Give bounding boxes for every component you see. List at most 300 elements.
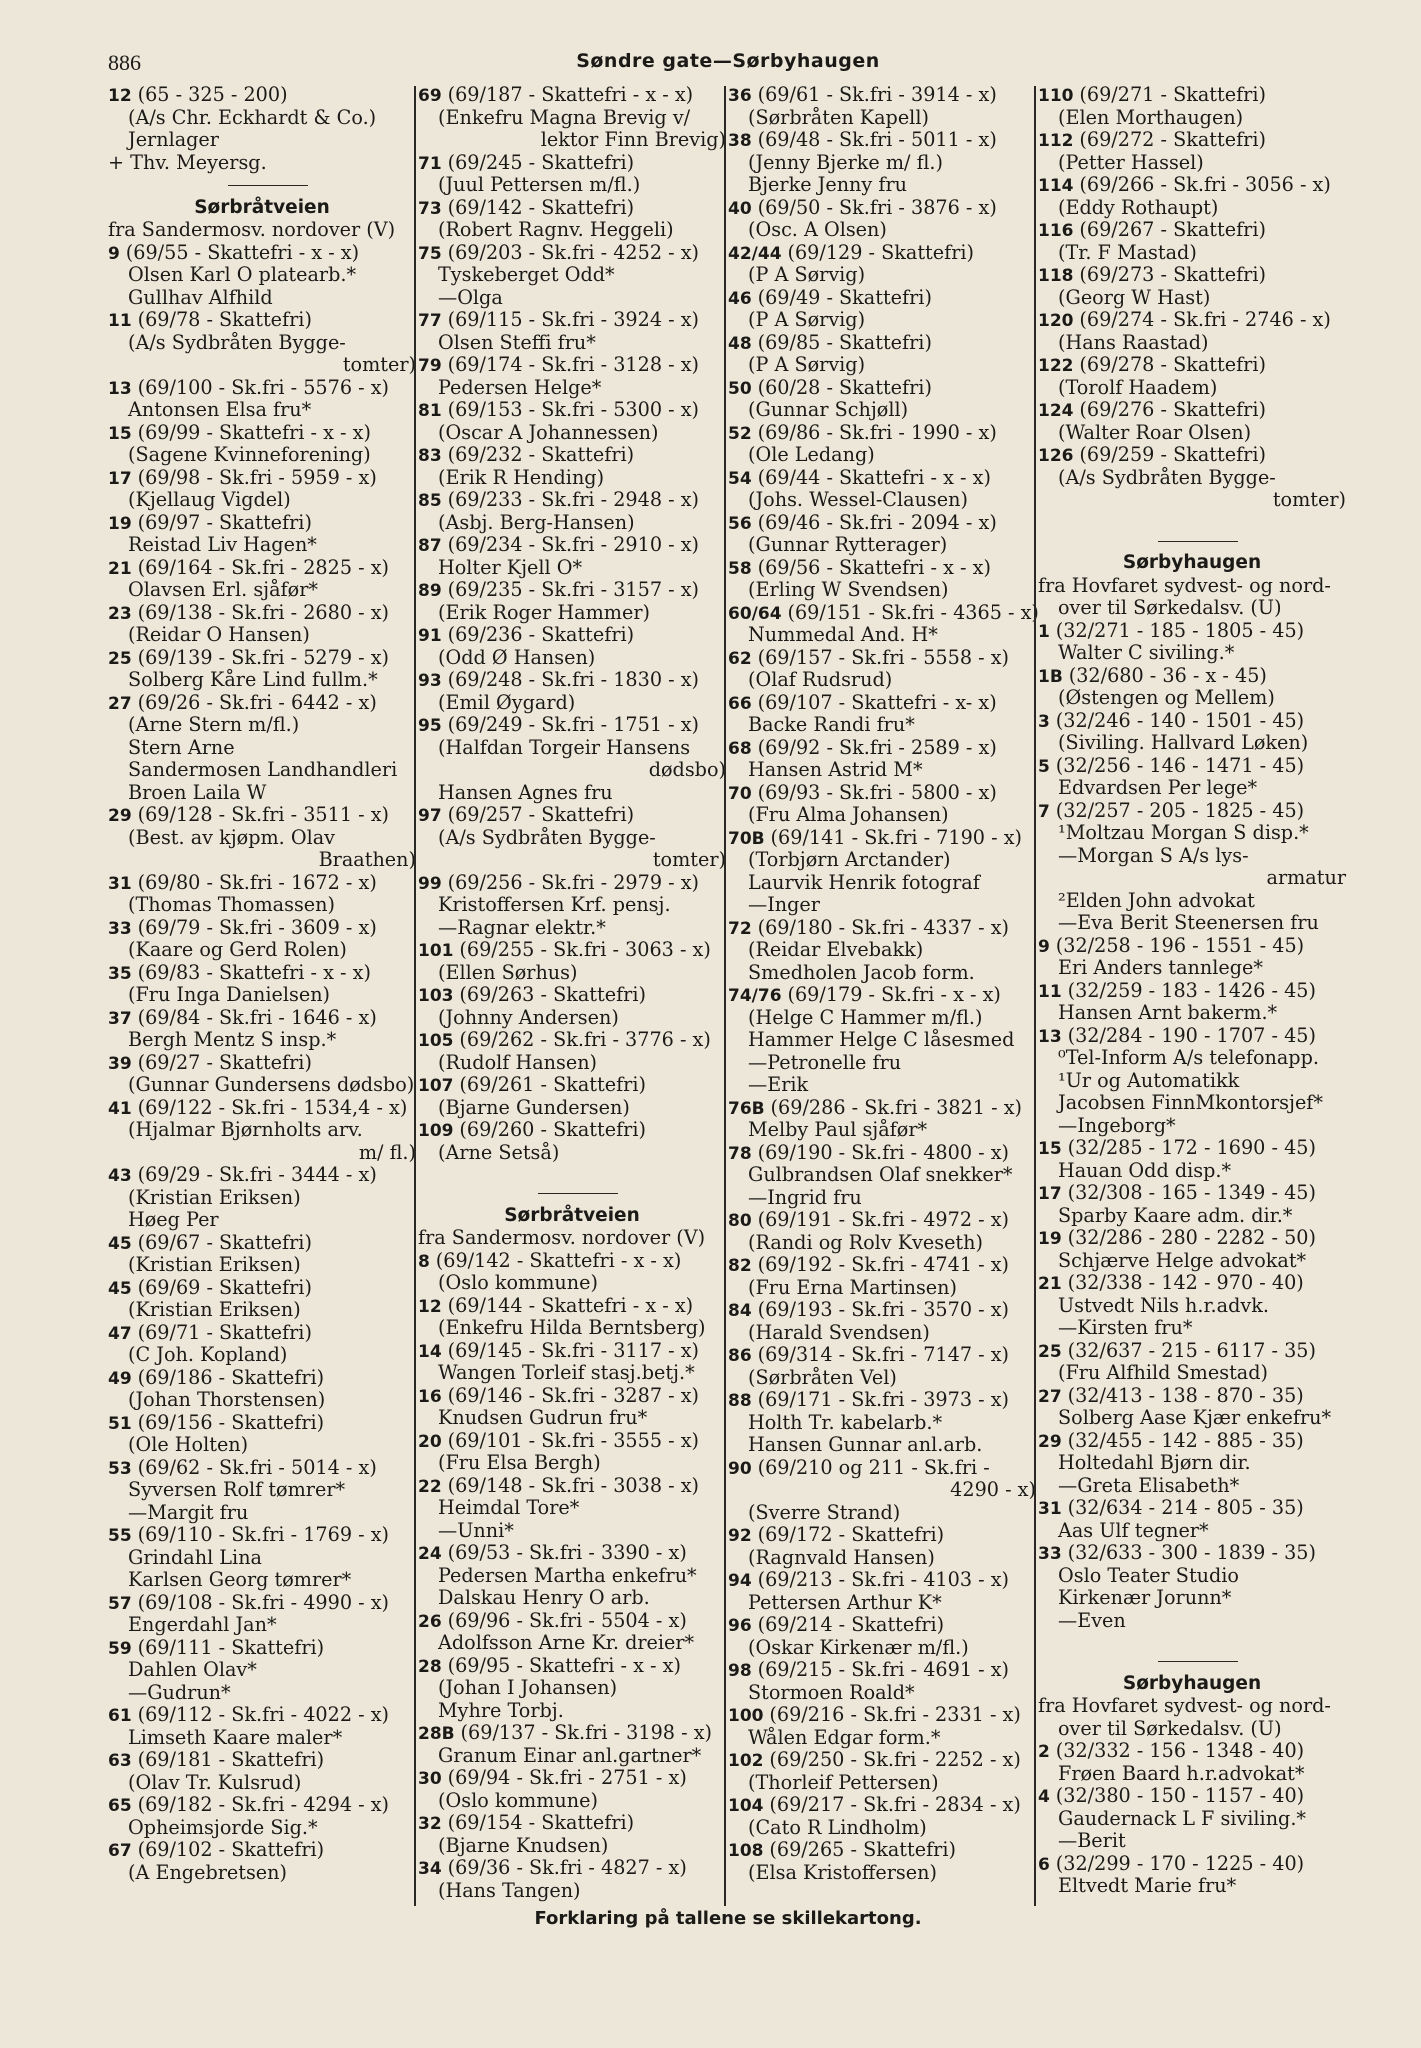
address-entry [108, 917, 416, 940]
address-entry [728, 1614, 1036, 1637]
address-entry [728, 692, 1036, 715]
entry-text: (32/299 - 170 - 1225 - 40) [1055, 1851, 1305, 1875]
house-number: 17 [108, 468, 138, 489]
entry-line [1038, 777, 1346, 800]
house-number: 20 [418, 1431, 448, 1452]
house-number: 83 [418, 446, 448, 466]
entry-text: (69/80 - Sk.fri - 1672 - x) [137, 870, 377, 894]
entry-text: (Randi og Rolv Kveseth) [748, 1230, 983, 1254]
entry-text: (P A Sørvig) [748, 353, 866, 376]
entry-text: (Thorleif Pettersen) [748, 1770, 939, 1794]
entry-line [418, 264, 726, 287]
house-number: 101 [418, 941, 460, 961]
entry-text: Jernlager [128, 128, 219, 151]
entry-text: Backe Randi fru* [748, 713, 915, 736]
entry-line [418, 827, 726, 850]
entry-text: (69/98 - Sk.fri - 5959 - x) [137, 465, 377, 489]
address-entry [1038, 800, 1346, 823]
address-entry [418, 1029, 726, 1052]
entry-text: —Erik [748, 1073, 809, 1096]
address-entry [418, 1767, 726, 1790]
house-number: 17 [1038, 1184, 1068, 1204]
entry-text: (Johs. Wessel-Clausen) [748, 488, 968, 511]
entry-text: (69/138 - Sk.fri - 2680 - x) [137, 600, 390, 624]
address-entry [108, 1007, 416, 1030]
house-number: 29 [1038, 1431, 1068, 1452]
address-entry [418, 399, 726, 422]
address-entry [418, 309, 726, 332]
entry-line [1038, 422, 1346, 445]
entry-text: (69/142 - Skattefri - x - x) [435, 1248, 682, 1272]
entry-text: (69/36 - Sk.fri - 4827 - x) [447, 1856, 687, 1879]
entry-text: (Kristian Eriksen) [128, 1253, 301, 1276]
entry-text: ⁰Tel-Inform A/s telefonapp. [1058, 1046, 1319, 1069]
house-number: 42/44 [728, 243, 788, 264]
entry-line [1038, 867, 1346, 890]
entry-line [418, 647, 726, 670]
entry-line [728, 219, 1036, 242]
address-entry [418, 1385, 726, 1408]
entry-line [728, 579, 1036, 602]
entry-text: (69/139 - Sk.fri - 5279 - x) [137, 645, 390, 669]
entry-text: (69/122 - Sk.fri - 1534,4 - x) [137, 1095, 408, 1119]
house-number: 100 [728, 1706, 770, 1726]
entry-text: Oslo Teater Studio [1058, 1563, 1239, 1587]
house-number: 12 [108, 86, 138, 106]
entry-line [418, 1835, 726, 1858]
entry-line [418, 129, 726, 152]
house-number: 124 [1038, 401, 1080, 421]
house-number: 94 [728, 1571, 758, 1591]
address-entry [418, 1542, 726, 1565]
entry-line [728, 1592, 1036, 1615]
entry-line [418, 467, 726, 490]
house-number: 33 [108, 918, 138, 939]
house-number: 40 [728, 198, 758, 219]
entry-line [1038, 687, 1346, 710]
house-number: 51 [108, 1413, 138, 1434]
house-number: 8 [418, 1251, 436, 1272]
entry-line [108, 287, 416, 310]
entry-text: (32/257 - 205 - 1825 - 45) [1055, 798, 1305, 822]
address-entry [728, 287, 1036, 310]
entry-text: (Ole Holten) [128, 1433, 249, 1456]
entry-line [418, 1520, 726, 1543]
entry-text: Tyskeberget Odd* [438, 263, 615, 286]
entry-text: Jacobsen FinnMkontorsjef* [1058, 1091, 1323, 1114]
address-entry [728, 984, 1036, 1007]
entry-line [728, 1187, 1036, 1210]
entry-text: (69/171 - Sk.fri - 3973 - x) [757, 1388, 1010, 1411]
entry-text: (69/56 - Skattefri - x - x) [757, 555, 991, 579]
entry-line [728, 1862, 1036, 1885]
address-entry [418, 624, 726, 647]
house-number: 57 [108, 1593, 138, 1614]
entry-text: (69/271 - Skattefri) [1079, 83, 1266, 106]
house-number: 75 [418, 243, 448, 264]
entry-text: (Tr. F Mastad) [1058, 240, 1197, 264]
entry-line [418, 219, 726, 242]
entry-text: (69/274 - Sk.fri - 2746 - x) [1079, 308, 1331, 331]
entry-line [418, 1407, 726, 1430]
entry-text: (69/186 - Skattefri) [137, 1365, 325, 1389]
entry-line [418, 1142, 726, 1165]
address-entry [108, 1164, 416, 1187]
entry-line [108, 579, 416, 602]
entry-text: Holth Tr. kabelarb.* [748, 1410, 943, 1434]
address-entry [418, 242, 726, 265]
entry-line [418, 782, 726, 805]
address-entry [418, 1610, 726, 1633]
entry-text: (69/232 - Skattefri) [447, 443, 635, 466]
entry-line [1038, 1718, 1346, 1741]
house-number: 105 [418, 1031, 460, 1051]
house-number: 81 [418, 401, 448, 421]
entry-text: (69/250 - Sk.fri - 2252 - x) [769, 1748, 1021, 1771]
entry-text: lektor Finn Brevig) [540, 128, 726, 151]
entry-line [728, 399, 1036, 422]
entry-line [728, 264, 1036, 287]
entry-line [728, 1029, 1036, 1052]
entry-line [108, 1569, 416, 1592]
address-entry [108, 1052, 416, 1075]
address-entry [108, 602, 416, 625]
entry-line [418, 1362, 726, 1385]
house-number: 71 [418, 153, 448, 174]
house-number: 108 [728, 1841, 770, 1861]
entry-line [108, 444, 416, 467]
entry-line [1038, 1587, 1346, 1610]
entry-text: Opheimsjorde Sig.* [128, 1815, 318, 1839]
house-number: 25 [1038, 1341, 1068, 1362]
entry-text: (69/95 - Skattefri - x - x) [447, 1653, 681, 1677]
address-entry [1038, 1542, 1346, 1565]
entry-line [418, 692, 726, 715]
address-entry [108, 692, 416, 715]
entry-text: (32/308 - 165 - 1349 - 45) [1067, 1181, 1316, 1204]
address-entry [1038, 1785, 1346, 1808]
entry-text: ²Elden John advokat [1058, 888, 1255, 912]
entry-text: (Gunnar Gundersens dødsbo) [128, 1073, 415, 1096]
entry-text: (32/680 - 36 - x - 45) [1068, 663, 1267, 687]
entry-line [1038, 1317, 1346, 1340]
section-rule [1038, 530, 1346, 553]
address-entry [108, 962, 416, 985]
entry-line [418, 1880, 726, 1903]
entry-text: (69/273 - Skattefri) [1079, 263, 1266, 286]
entry-text: (69/46 - Sk.fri - 2094 - x) [757, 510, 997, 534]
entry-text: (Hans Tangen) [438, 1878, 581, 1902]
house-number: 97 [418, 806, 448, 826]
entry-line [1038, 1047, 1346, 1070]
entry-text: (P A Sørvig) [748, 308, 866, 331]
entry-text: (Johnny Andersen) [438, 1005, 619, 1029]
entry-text: (69/102 - Skattefri) [137, 1838, 325, 1861]
address-entry [728, 1344, 1036, 1367]
entry-text: —Kirsten fru* [1058, 1316, 1193, 1339]
entry-text: (32/285 - 172 - 1690 - 45) [1067, 1136, 1316, 1159]
entry-text: —Unni* [438, 1518, 514, 1542]
entry-text: (69/266 - Sk.fri - 3056 - x) [1079, 173, 1331, 196]
entry-text: (69/156 - Skattefri) [137, 1410, 325, 1434]
entry-text: (Robert Ragnv. Heggeli) [438, 218, 674, 241]
address-entry [418, 1475, 726, 1498]
entry-text: (Kristian Eriksen) [128, 1298, 301, 1321]
entry-line [108, 1547, 416, 1570]
section-rule [108, 174, 416, 197]
entry-text: (Walter Roar Olsen) [1058, 420, 1252, 444]
entry-text: (69/101 - Sk.fri - 3555 - x) [447, 1428, 700, 1452]
entry-text: Knudsen Gudrun fru* [438, 1406, 648, 1429]
section-rule [1038, 1650, 1346, 1673]
spacer [1038, 512, 1346, 530]
house-number: 67 [108, 1841, 138, 1861]
entry-text: fra Hovfaret sydvest- og nord- [1038, 573, 1331, 597]
entry-text: (69/93 - Sk.fri - 5800 - x) [757, 780, 997, 804]
house-number: 21 [1038, 1274, 1068, 1294]
entry-text: (Thomas Thomassen) [128, 893, 336, 916]
address-entry [418, 84, 726, 107]
entry-text: (69/190 - Sk.fri - 4800 - x) [757, 1140, 1010, 1164]
entry-text: Adolfsson Arne Kr. dreier* [438, 1631, 695, 1654]
address-entry [728, 917, 1036, 940]
address-entry [1038, 1272, 1346, 1295]
entry-text: (69/236 - Skattefri) [447, 623, 635, 646]
entry-text: (69/112 - Sk.fri - 4022 - x) [137, 1703, 390, 1726]
house-number: 76B [728, 1098, 771, 1119]
entry-text: (Eddy Rothaupt) [1058, 195, 1219, 219]
entry-text: (Ellen Sørhus) [438, 960, 578, 984]
entry-text: (69/108 - Sk.fri - 4990 - x) [137, 1590, 390, 1614]
entry-line [108, 1659, 416, 1682]
entry-line [728, 1772, 1036, 1795]
entry-text: —Inger [748, 893, 820, 916]
entry-line [728, 1547, 1036, 1570]
entry-text: (69/153 - Sk.fri - 5300 - x) [447, 398, 700, 421]
entry-line [108, 1209, 416, 1232]
street-heading [418, 1205, 726, 1228]
house-number: 95 [418, 716, 448, 736]
entry-line [108, 129, 416, 152]
house-number: 118 [1038, 266, 1080, 286]
entry-text: Karlsen Georg tømrer* [128, 1568, 352, 1591]
house-number: 11 [1038, 981, 1068, 1002]
entry-text: (69/216 - Sk.fri - 2331 - x) [769, 1703, 1021, 1726]
entry-text: (69/257 - Skattefri) [447, 803, 635, 826]
entry-line [108, 354, 416, 377]
entry-line [418, 1632, 726, 1655]
house-number: 24 [418, 1544, 448, 1564]
entry-text: (32/637 - 215 - 6117 - 35) [1067, 1338, 1316, 1362]
address-entry [418, 489, 726, 512]
entry-text: (69/142 - Skattefri) [447, 195, 635, 219]
entry-text: (Odd Ø Hansen) [438, 645, 596, 669]
entry-text: (Oslo kommune) [438, 1788, 598, 1812]
house-number: 107 [418, 1076, 460, 1096]
address-entry [418, 1655, 726, 1678]
address-entry [1038, 84, 1346, 107]
entry-text: Wålen Edgar form.* [748, 1725, 941, 1749]
entry-text: (69/245 - Skattefri) [447, 150, 635, 174]
address-entry [1038, 1137, 1346, 1160]
house-number: 99 [418, 873, 448, 894]
entry-line [1038, 1002, 1346, 1025]
entry-line [1038, 1070, 1346, 1093]
entry-text: (69/182 - Sk.fri - 4294 - x) [137, 1793, 390, 1816]
address-entry [418, 1295, 726, 1318]
entry-text: (69/256 - Sk.fri - 2979 - x) [447, 870, 700, 894]
entry-text: (Harald Svendsen) [748, 1320, 930, 1344]
house-number: 1B [1038, 666, 1069, 687]
entry-text: (69/129 - Skattefri) [787, 240, 975, 264]
entry-text: (69/49 - Skattefri) [757, 285, 932, 309]
entry-text: Dahlen Olav* [128, 1658, 257, 1681]
entry-text: (Siviling. Hallvard Løken) [1058, 731, 1309, 754]
column-4 [1038, 84, 1346, 1934]
entry-text: Reistad Liv Hagen* [128, 533, 317, 556]
entry-text: (69/248 - Sk.fri - 1830 - x) [447, 668, 700, 691]
entry-text: Bergh Mentz S insp.* [128, 1028, 337, 1051]
address-entry [108, 557, 416, 580]
entry-text: (Erik Roger Hammer) [438, 600, 651, 624]
entry-line [108, 1434, 416, 1457]
entry-text: Myhre Torbj. [438, 1698, 564, 1722]
address-entry [1038, 935, 1346, 958]
address-entry [108, 1367, 416, 1390]
entry-text: (69/157 - Sk.fri - 5558 - x) [757, 645, 1010, 669]
entry-text: Høeg Per [128, 1208, 219, 1231]
address-entry [728, 1389, 1036, 1412]
address-entry [728, 557, 1036, 580]
address-entry [418, 1074, 726, 1097]
entry-text: (69/259 - Skattefri) [1079, 443, 1266, 466]
entry-line [418, 1745, 726, 1768]
address-entry [728, 1209, 1036, 1232]
entry-line [418, 737, 726, 760]
street-heading [1038, 552, 1346, 575]
entry-text: (A/s Chr. Eckhardt & Co.) [128, 105, 377, 129]
entry-text: (A/s Sydbråten Bygge- [1058, 465, 1276, 489]
spacer [418, 1164, 726, 1182]
entry-line [1038, 152, 1346, 175]
entry-text: (A/s Sydbråten Bygge- [438, 825, 656, 849]
street-heading [1038, 1673, 1346, 1696]
entry-line [1038, 467, 1346, 490]
entry-line [1038, 489, 1346, 512]
house-number: 43 [108, 1166, 138, 1186]
entry-text: (Helge C Hammer m/fl.) [748, 1005, 983, 1029]
entry-text: Grindahl Lina [128, 1545, 262, 1569]
entry-text: (69/128 - Sk.fri - 3511 - x) [137, 803, 390, 826]
entry-line [108, 782, 416, 805]
entry-text: —Margit fru [128, 1500, 249, 1524]
entry-text: —Morgan S A/s lys- [1058, 843, 1249, 867]
house-number: 87 [418, 536, 448, 556]
address-entry [728, 1659, 1036, 1682]
entry-text: (69/55 - Skattefri - x - x) [125, 240, 360, 264]
entry-text: (69/278 - Skattefri) [1079, 353, 1266, 376]
entry-text: Stern Arne [128, 735, 235, 759]
entry-text: Wangen Torleif stasj.betj.* [438, 1361, 695, 1384]
entry-text: armatur [1266, 866, 1346, 889]
entry-text: (69/267 - Skattefri) [1079, 218, 1266, 241]
entry-line [728, 1434, 1036, 1457]
entry-text: (65 - 325 - 200) [137, 83, 288, 106]
address-entry [418, 1812, 726, 1835]
entry-line [108, 1029, 416, 1052]
entry-line [728, 1322, 1036, 1345]
house-number: 103 [418, 986, 460, 1006]
entry-text: (69/235 - Sk.fri - 3157 - x) [447, 578, 700, 601]
entry-line [418, 512, 726, 535]
entry-text: (Fru Alfhild Smestad) [1058, 1361, 1268, 1384]
entry-text: (Olav Tr. Kulsrud) [128, 1770, 302, 1794]
house-number: 36 [728, 86, 758, 106]
entry-text: (69/115 - Sk.fri - 3924 - x) [447, 308, 700, 331]
house-number: 30 [418, 1769, 448, 1789]
entry-line [108, 1344, 416, 1367]
house-number: 91 [418, 626, 448, 646]
entry-line [418, 377, 726, 400]
entry-line [418, 917, 726, 940]
entry-line [418, 1097, 726, 1120]
entry-text: (69/215 - Sk.fri - 4691 - x) [757, 1658, 1010, 1681]
entry-text: Dalskau Henry O arb. [438, 1586, 650, 1609]
entry-text: —Even [1058, 1608, 1126, 1632]
entry-line [418, 1272, 726, 1295]
house-number: 88 [728, 1391, 758, 1411]
entry-text: Pedersen Helge* [438, 375, 602, 399]
entry-text: (69/255 - Sk.fri - 3063 - x) [459, 938, 711, 961]
entry-text: —Ragnar elektr.* [438, 915, 606, 939]
entry-text: —Petronelle fru [748, 1050, 902, 1074]
entry-text: (69/61 - Sk.fri - 3914 - x) [757, 83, 997, 106]
entry-line [1038, 1830, 1346, 1853]
address-entry [108, 309, 416, 332]
entry-text: Hansen Agnes fru [438, 780, 613, 804]
entry-text: tomter) [342, 353, 416, 376]
entry-line [418, 1700, 726, 1723]
entry-text: (32/380 - 150 - 1157 - 40) [1055, 1784, 1305, 1807]
entry-line [108, 152, 416, 175]
house-number: 93 [418, 671, 448, 691]
house-number: 114 [1038, 176, 1080, 196]
entry-text: —Ingeborg* [1058, 1113, 1176, 1137]
address-entry [1038, 1430, 1346, 1453]
entry-text: (Elsa Kristoffersen) [748, 1860, 937, 1884]
entry-text: (Juul Pettersen m/fl.) [438, 173, 641, 196]
address-entry [418, 1119, 726, 1142]
house-number: 7 [1038, 801, 1056, 822]
address-entry [418, 1722, 726, 1745]
entry-line [728, 1412, 1036, 1435]
entry-line [418, 1587, 726, 1610]
entry-line [418, 1317, 726, 1340]
entry-text: Schjærve Helge advokat* [1058, 1248, 1307, 1272]
entry-line [728, 1119, 1036, 1142]
address-entry [108, 1704, 416, 1727]
page-number: 886 [108, 50, 141, 75]
entry-text: (32/259 - 183 - 1426 - 45) [1067, 978, 1316, 1002]
entry-line [108, 669, 416, 692]
entry-line [108, 489, 416, 512]
house-number: 96 [728, 1616, 758, 1636]
entry-text: Hansen Gunnar anl.arb. [748, 1433, 983, 1456]
entry-text: Sørbråtveien [504, 1204, 640, 1226]
entry-line [728, 804, 1036, 827]
address-entry [1038, 1740, 1346, 1763]
house-number: 110 [1038, 86, 1080, 106]
